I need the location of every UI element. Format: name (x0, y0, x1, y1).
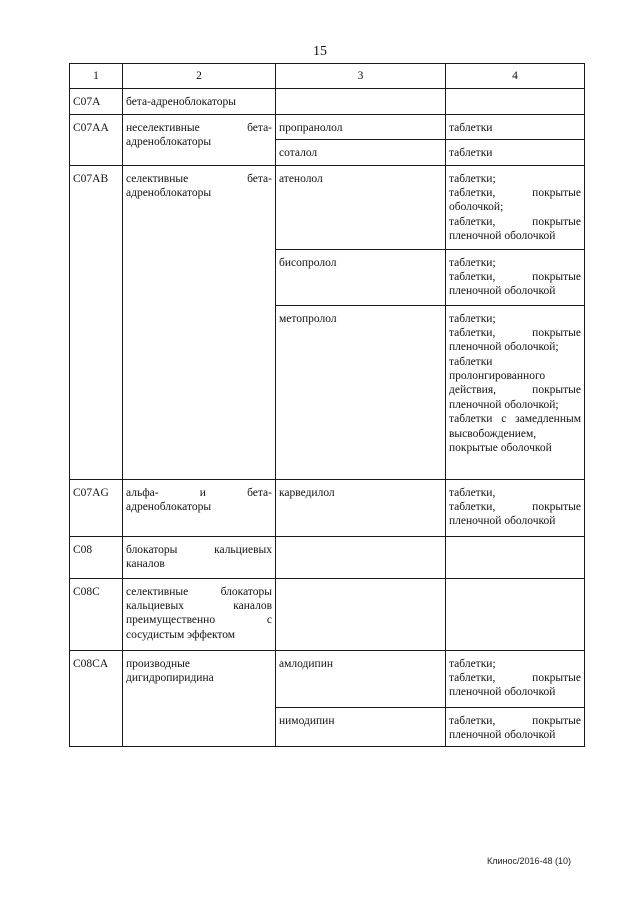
group-name: производные дигидропиридина (123, 650, 276, 747)
dosage-form: таблетки, покрытые оболочкой; (449, 186, 581, 214)
dosage-form: таблетки, покрытые пленочной оболочкой; (449, 326, 581, 354)
atc-code: C07AB (70, 165, 123, 479)
drug-name (276, 578, 446, 650)
drug-name: соталол (276, 140, 446, 165)
table-row (70, 479, 585, 536)
column-header-4: 4 (446, 64, 585, 89)
dosage-forms (446, 707, 585, 747)
atc-code: C08CA (70, 650, 123, 747)
group-name: селективные блокаторы кальциевых каналов преимущественно с сосудистым эффектом (123, 578, 276, 650)
dosage-form: таблетки пролонгированного действия, покрытые пленочной оболочкой; (449, 355, 581, 411)
drug-name: атенолол (276, 165, 446, 249)
medicines-table (69, 63, 585, 747)
dosage-form: таблетки, покрытые пленочной оболочкой (449, 714, 581, 741)
atc-code: C07AA (70, 114, 123, 165)
atc-code: C07AG (70, 479, 123, 536)
dosage-forms (446, 89, 585, 114)
table-row (70, 165, 585, 249)
dosage-forms (446, 249, 585, 305)
dosage-forms (446, 650, 585, 707)
drug-name: пропранолол (276, 114, 446, 139)
group-name: блокаторы кальциевых каналов (123, 536, 276, 578)
dosage-form: таблетки, (449, 486, 496, 499)
column-header-1: 1 (70, 64, 123, 89)
table-header-row (70, 64, 585, 89)
group-name: альфа- и бета-адреноблокаторы (123, 479, 276, 536)
dosage-forms (446, 165, 585, 249)
dosage-form: таблетки, покрытые пленочной оболочкой (449, 671, 581, 699)
atc-code: C07A (70, 89, 123, 114)
dosage-form: таблетки; (449, 657, 496, 670)
dosage-form: таблетки, покрытые пленочной оболочкой (449, 215, 581, 242)
atc-code: C08 (70, 536, 123, 578)
table-row (70, 536, 585, 578)
dosage-forms (446, 536, 585, 578)
page-number: 15 (313, 44, 327, 59)
column-header-3: 3 (276, 64, 446, 89)
table-row (70, 89, 585, 114)
drug-name: нимодипин (276, 707, 446, 747)
dosage-form: таблетки; (449, 172, 496, 185)
table-row (70, 650, 585, 707)
dosage-form: таблетки; (449, 312, 496, 325)
dosage-form: таблетки, покрытые пленочной оболочкой (449, 500, 581, 528)
drug-name: метопролол (276, 305, 446, 479)
group-name: селективные бета-адреноблокаторы (123, 165, 276, 479)
document-footer-code: Клинос/2016-48 (10) (486, 856, 571, 866)
dosage-forms (446, 305, 585, 479)
dosage-form: таблетки, покрытые пленочной оболочкой (449, 270, 581, 298)
table-row (70, 114, 585, 139)
drug-name: бисопролол (276, 249, 446, 305)
dosage-form: таблетки; (449, 256, 496, 269)
dosage-forms: таблетки (446, 114, 585, 139)
drug-name: амлодипин (276, 650, 446, 707)
group-name: неселективные бета-адреноблокаторы (123, 114, 276, 165)
dosage-forms: таблетки (446, 140, 585, 165)
drug-name (276, 536, 446, 578)
column-header-2: 2 (123, 64, 276, 89)
table-row (70, 578, 585, 650)
dosage-forms (446, 578, 585, 650)
atc-code: C08C (70, 578, 123, 650)
dosage-forms (446, 479, 585, 536)
group-name: бета-адреноблокаторы (123, 89, 276, 114)
drug-name (276, 89, 446, 114)
drug-name: карведилол (276, 479, 446, 536)
dosage-form: таблетки с замедленным высвобождением, покрытые оболочкой (449, 413, 581, 454)
